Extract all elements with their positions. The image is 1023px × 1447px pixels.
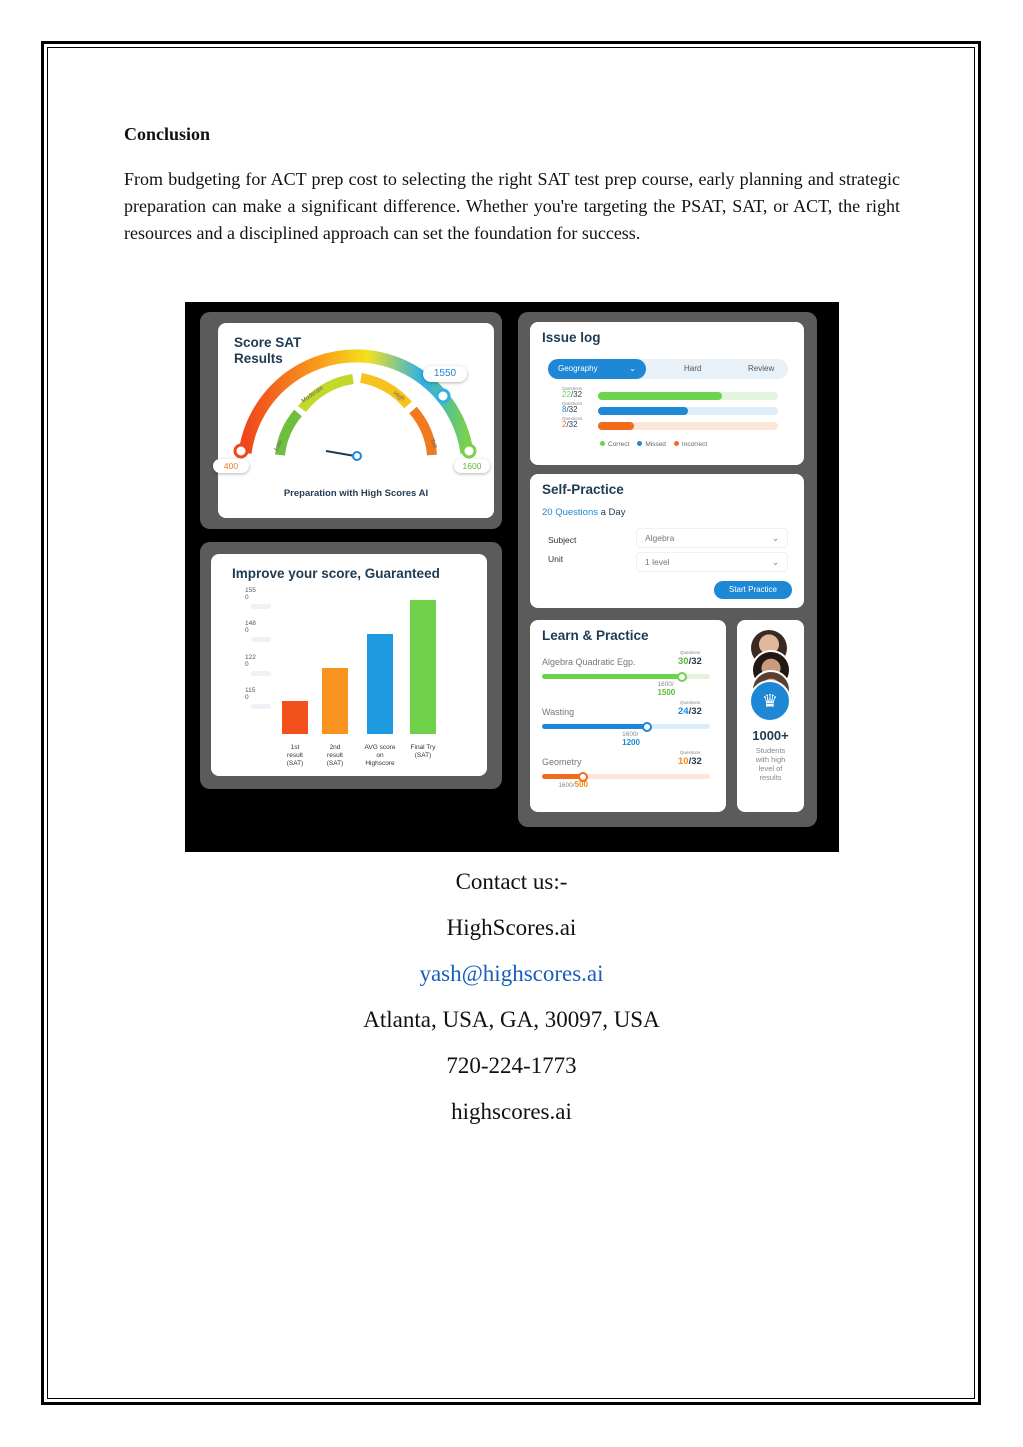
right-panel: [518, 312, 817, 827]
contact-company: HighScores.ai: [446, 915, 577, 940]
contact-email[interactable]: yash@highscores.ai: [419, 961, 604, 986]
issue-row-caption: Questions: [562, 416, 583, 421]
gauge-label-low: Low: [273, 439, 285, 452]
learn-practice-card: [530, 620, 726, 812]
legend-dot-icon: [600, 441, 605, 446]
learn-item-handle: [642, 722, 652, 732]
improve-card: [211, 554, 487, 776]
improve-title: Improve your score, Guaranteed: [232, 566, 440, 581]
self-practice-card: [530, 474, 804, 608]
learn-item-score: 24/32: [678, 706, 702, 717]
y-tick-label: 155 0: [245, 587, 256, 601]
issue-row-caption: Questions: [562, 386, 583, 391]
chevron-down-icon: ⌄: [629, 364, 636, 373]
issue-row-track: [598, 407, 778, 415]
learn-item-range: 1600/ 1200: [622, 731, 640, 747]
contact-heading: Contact us:-: [455, 869, 568, 894]
self-practice-title: Self-Practice: [542, 482, 624, 497]
legend-item: Missed: [637, 441, 666, 448]
conclusion-heading: Conclusion: [124, 124, 211, 144]
unit-label: Unit: [548, 554, 564, 564]
learn-item-caption: Questions: [680, 750, 701, 755]
learn-item-name: Wasting: [542, 707, 575, 717]
y-tick-stub: [251, 637, 271, 642]
y-tick-stub: [251, 704, 271, 709]
trophy-icon: ♛: [749, 680, 791, 722]
gauge-current-badge: 1550: [423, 366, 467, 382]
start-practice-button[interactable]: Start Practice: [714, 581, 792, 599]
issue-tabs: [548, 359, 788, 379]
students-card: [737, 620, 804, 812]
learn-item-score: 30/32: [678, 656, 702, 667]
learn-item-name: Geometry: [542, 757, 582, 767]
learn-practice-title: Learn & Practice: [542, 628, 649, 643]
issue-legend: [600, 441, 715, 451]
chart-bar: [410, 600, 436, 734]
score-card: [218, 323, 494, 518]
y-tick-label: 122 0: [245, 654, 256, 668]
score-title-line2: Results: [234, 351, 283, 366]
bar-label: 2nd result (SAT): [326, 744, 344, 767]
contact-phone: 720-224-1773: [446, 1053, 577, 1078]
learn-item-range: 1600/500: [558, 780, 588, 789]
tab-review[interactable]: Review: [748, 364, 775, 373]
learn-item-caption: Questions: [680, 650, 701, 655]
learn-item-caption: Questions: [680, 700, 701, 705]
learn-item-score: 10/32: [678, 756, 702, 767]
issue-row-fill: [598, 392, 722, 400]
score-panel: [200, 312, 502, 529]
students-caption: Students with high level of results: [755, 746, 786, 782]
tab-geography[interactable]: Geography ⌄: [548, 359, 646, 379]
students-count: 1000+: [752, 728, 789, 743]
unit-select[interactable]: 1 level ⌄: [636, 552, 788, 572]
learn-item-fill: [542, 724, 646, 729]
self-practice-subtitle: 20 Questions a Day: [542, 507, 626, 518]
bar-label: 1st result (SAT): [286, 744, 304, 767]
learn-item-track: [542, 774, 710, 779]
y-tick-label: 148 0: [245, 620, 256, 634]
score-title-line1: Score SAT: [234, 335, 302, 350]
contact-website[interactable]: highscores.ai: [451, 1099, 572, 1124]
subject-select[interactable]: Algebra ⌄: [636, 528, 788, 548]
learn-item-fill: [542, 774, 582, 779]
score-footer: Preparation with High Scores AI: [283, 488, 429, 499]
legend-dot-icon: [637, 441, 642, 446]
issue-row-track: [598, 422, 778, 430]
legend-item: Incorrect: [674, 441, 707, 448]
gauge-min-badge: 400: [213, 459, 249, 473]
y-tick-label: 115 0: [245, 687, 256, 701]
gauge-label-moderate: Moderate: [300, 385, 325, 405]
gauge-label-high: High: [391, 390, 406, 403]
issue-row-fill: [598, 422, 634, 430]
subject-label: Subject: [548, 535, 577, 545]
chevron-down-icon: ⌄: [771, 533, 779, 543]
contact-address: Atlanta, USA, GA, 30097, USA: [363, 1007, 660, 1032]
learn-item-range: 1600/ 1500: [657, 681, 676, 697]
app-screenshot: [185, 302, 839, 852]
legend-dot-icon: [674, 441, 679, 446]
issue-row-count: 8/32: [562, 405, 578, 414]
issue-log-card: [530, 322, 804, 465]
learn-item-track: [542, 674, 710, 679]
learn-item-track: [542, 724, 710, 729]
tab-hard[interactable]: Hard: [684, 364, 702, 373]
y-tick-stub: [251, 671, 271, 676]
improve-panel: [200, 542, 502, 789]
issue-row-count: 2/32: [562, 420, 578, 429]
issue-row-track: [598, 392, 778, 400]
issue-row-caption: Questions: [562, 401, 583, 406]
bar-label: Final Try (SAT): [410, 744, 436, 759]
issue-row-fill: [598, 407, 688, 415]
issue-log-title: Issue log: [542, 330, 601, 345]
bar-label: AVG score on Highscore: [364, 744, 396, 767]
conclusion-paragraph: From budgeting for ACT prep cost to selecting the right SAT test prep course, early planning and strategic preparation can make a significant difference. Whether you're targeting the PSAT, SAT, or ACT, the right resources and a disciplined approach can set the foundation for success.: [124, 169, 900, 243]
chevron-down-icon: ⌄: [771, 557, 779, 567]
learn-item-name: Algebra Quadratic Egp.: [542, 657, 636, 667]
learn-item-handle: [677, 672, 687, 682]
gauge-max-badge: 1600: [454, 459, 490, 473]
chart-bar: [322, 668, 348, 734]
chart-bar: [282, 701, 308, 734]
y-tick-stub: [251, 604, 271, 609]
issue-row-count: 22/32: [562, 390, 583, 399]
learn-item-fill: [542, 674, 681, 679]
legend-item: Correct: [600, 441, 629, 448]
gauge-label-top: Top: [428, 438, 439, 450]
chart-bar: [367, 634, 393, 734]
